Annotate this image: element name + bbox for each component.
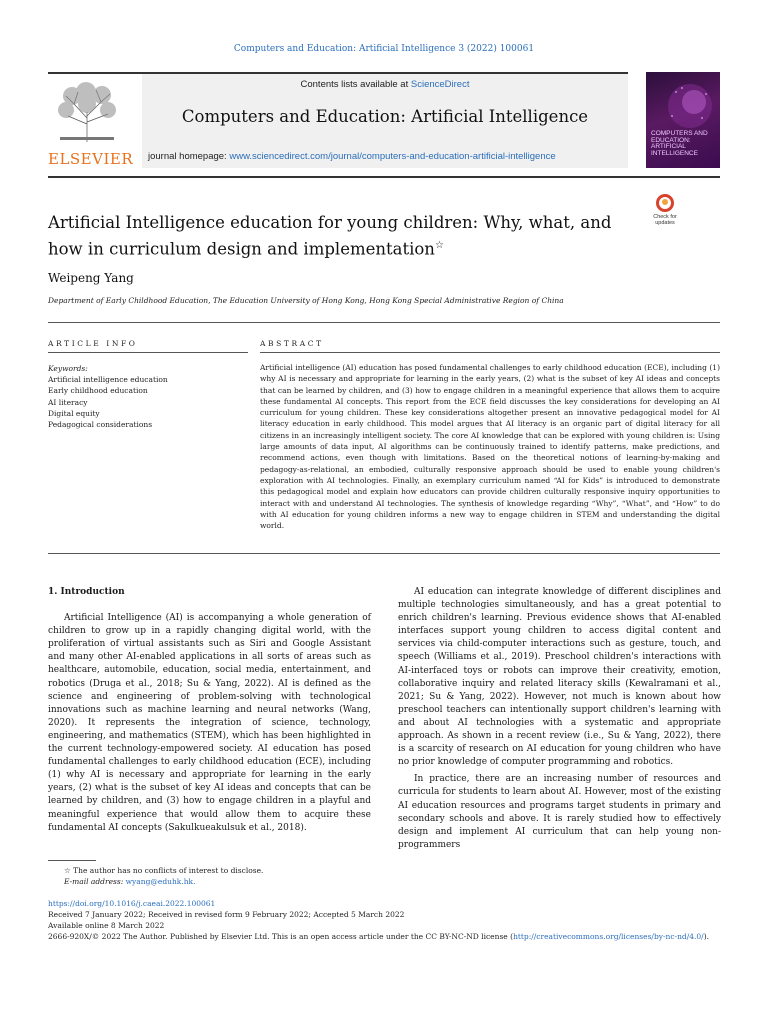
keyword-item: AI literacy [48, 397, 88, 407]
footnote-divider [48, 860, 96, 861]
keywords-block [48, 363, 248, 430]
abstract-heading: ABSTRACT [260, 339, 324, 348]
available-online: Available online 8 March 2022 [48, 921, 165, 930]
body-column-left [48, 586, 371, 839]
check-updates-label: Check for updates [653, 214, 677, 226]
title-footnote-mark[interactable]: ☆ [434, 240, 444, 251]
journal-title: Computers and Education: Artificial Intelligence [181, 107, 589, 126]
keyword-item: Pedagogical considerations [48, 420, 153, 430]
section-heading: 1. Introduction [48, 587, 125, 597]
keyword-item: Digital equity [48, 408, 100, 418]
elsevier-wordmark: ELSEVIER [48, 150, 134, 168]
license-link[interactable]: http://creativecommons.org/licenses/by-nc-nd/4.0/ [513, 932, 704, 941]
body-paragraph: AI education can integrate knowledge of different disciplines and multiple technologies simultaneously, and has a great potential to enrich children's learning. Previous evidence shows that AI-enabled interfaces support young children to access digital content and services via child-computer interactions such as gesture, touch, and speech (Williams et al., 2019). Preschool children's interactions with AI-interfaced toys or robots can improve their creativity, emotion, collaborative inquiry and related literacy skills (Kewalramani et al., 2021; Su & Yang, 2022). However, not much is known about how preschool teachers can intentionally support children's learning with and about AI technologies with a systematic and appropriate approach. As shown in a recent review (i.e., Su & Yang, 2022), there is a scarcity of research on AI education for young children who have no prior knowledge of computer programming and robotics. [398, 587, 721, 768]
received-dates: Received 7 January 2022; Received in revised form 9 February 2022; Accepted 5 March 2022 [48, 910, 405, 919]
journal-homepage-link[interactable]: www.sciencedirect.com/journal/computers-and-education-artificial-intelligence [229, 151, 556, 162]
cover-title: COMPUTERS AND EDUCATION: ARTIFICIAL INTELLIGENCE [651, 129, 708, 158]
contents-prefix: Contents lists available at [300, 79, 411, 90]
author-email-link[interactable]: wyang@eduhk.hk. [125, 877, 196, 886]
journal-homepage-line [148, 151, 628, 162]
article-title [48, 211, 648, 261]
license-prefix: 2666-920X/© 2022 The Author. Published by Elsevier Ltd. This is an open access article under the CC BY-NC-ND license ( [48, 932, 514, 941]
email-footnote [48, 876, 720, 887]
license-suffix: ). [703, 932, 710, 941]
keyword-item: Early childhood education [48, 386, 148, 396]
header-divider [48, 176, 720, 179]
license-line [48, 931, 720, 942]
section-divider [48, 322, 720, 323]
conflict-footnote: ☆ The author has no conflicts of interest to disclose. [64, 866, 264, 875]
sciencedirect-link[interactable]: ScienceDirect [410, 79, 470, 90]
homepage-label: journal homepage: [148, 151, 230, 162]
publication-info [48, 898, 720, 942]
journal-info-box [142, 74, 628, 168]
tree-icon [56, 82, 118, 144]
article-info-heading: ARTICLE INFO [48, 339, 138, 348]
check-updates-icon [656, 194, 674, 212]
journal-cover-image[interactable] [646, 72, 720, 168]
running-citation[interactable]: Computers and Education: Artificial Intelligence 3 (2022) 100061 [233, 44, 535, 54]
footnotes [48, 865, 720, 887]
body-paragraph: Artificial Intelligence (AI) is accompanying a whole generation of children to grow up in a rapidly changing digital world, with the proliferation of virtual assistants such as Siri and Google Assistant and many other AI-enabled applications in all sorts of areas such as healthcare, automobile, education, social media, entertainment, and robotics (Druga et al., 2018; Su & Yang, 2022). AI is defined as the science and engineering of problem-solving with technological innovations such as machine learning and neural networks (Wang, 2020). It represents the integration of science, technology, engineering, and mathematics (STEM), which has been highlighted in the current technology-empowered society. AI education has posed fundamental challenges to early childhood education (ECE), including (1) why AI is necessary and appropriate for learning in the early years, (2) what is the subset of key AI ideas and concepts that can be learned by children, and (3) how to engage children in a playful and meaningful experience that would allow them to acquire these fundamental AI concepts (Sakulkueakulsuk et al., 2018). [48, 613, 371, 833]
keyword-item: Artificial intelligence education [48, 375, 168, 385]
email-label: E-mail address: [64, 877, 126, 886]
article-info-rule [48, 352, 248, 353]
abstract-bottom-divider [48, 553, 720, 554]
keywords-label: Keywords: [48, 364, 88, 373]
abstract-text: Artificial intelligence (AI) education has posed fundamental challenges to early childhood education (ECE), including (1) why AI is necessary and appropriate for learning in the early years, (2) what is the subset of key AI ideas and concepts that can be learned by children, and (3) how to engage children in a meaningful experience that allows them to acquire these fundamental AI concepts. This report from the ECE field discusses the key considerations for developing an AI curriculum for young children. These key considerations altogether present an innovative pedagogical model for AI literacy education in early childhood. This model argues that AI literacy is an organic part of digital literacy for all citizens in an increasingly intelligent society. The core AI knowledge that can be explored with young children is: Using large amounts of data input, AI algorithms can be continuously trained to identify patterns, make predictions, and recommend actions, even though with limitations. Based on the theoretical notions of learning-by-making and pedagogy-as-relational, an embodied, culturally responsive approach should be used to enable young children's exploration with AI technologies. Finally, an exemplary curriculum named “AI for Kids” is introduced to demonstrate this pedagogical model and explain how educators can provide children culturally responsive inquiry opportunities to interact with and understand AI technologies. The synthesis of knowledge regarding “Why”, “What”, and “How” to do with AI education for young children informs a new way to engage children in STEM and understanding the digital world. [260, 363, 720, 531]
body-column-right [398, 586, 721, 856]
contents-line [142, 79, 628, 90]
abstract-rule [260, 352, 720, 353]
article-title-text: Artificial Intelligence education for young children: Why, what, and how in curriculum design and implementation [48, 213, 612, 259]
body-paragraph: In practice, there are an increasing number of resources and curricula for students to learn about AI. However, most of the existing AI education resources and programs target students in primary and secondary schools and above. It is rarely studied how to effectively design and implement AI curriculum that can help young non-programmers [398, 774, 721, 850]
doi-link[interactable]: https://doi.org/10.1016/j.caeai.2022.100061 [48, 899, 216, 908]
author-name[interactable]: Weipeng Yang [48, 271, 134, 285]
check-for-updates-button[interactable] [648, 194, 682, 230]
author-affiliation: Department of Early Childhood Education, The Education University of Hong Kong, Hong Kong Special Administrative Region of China [48, 296, 564, 305]
